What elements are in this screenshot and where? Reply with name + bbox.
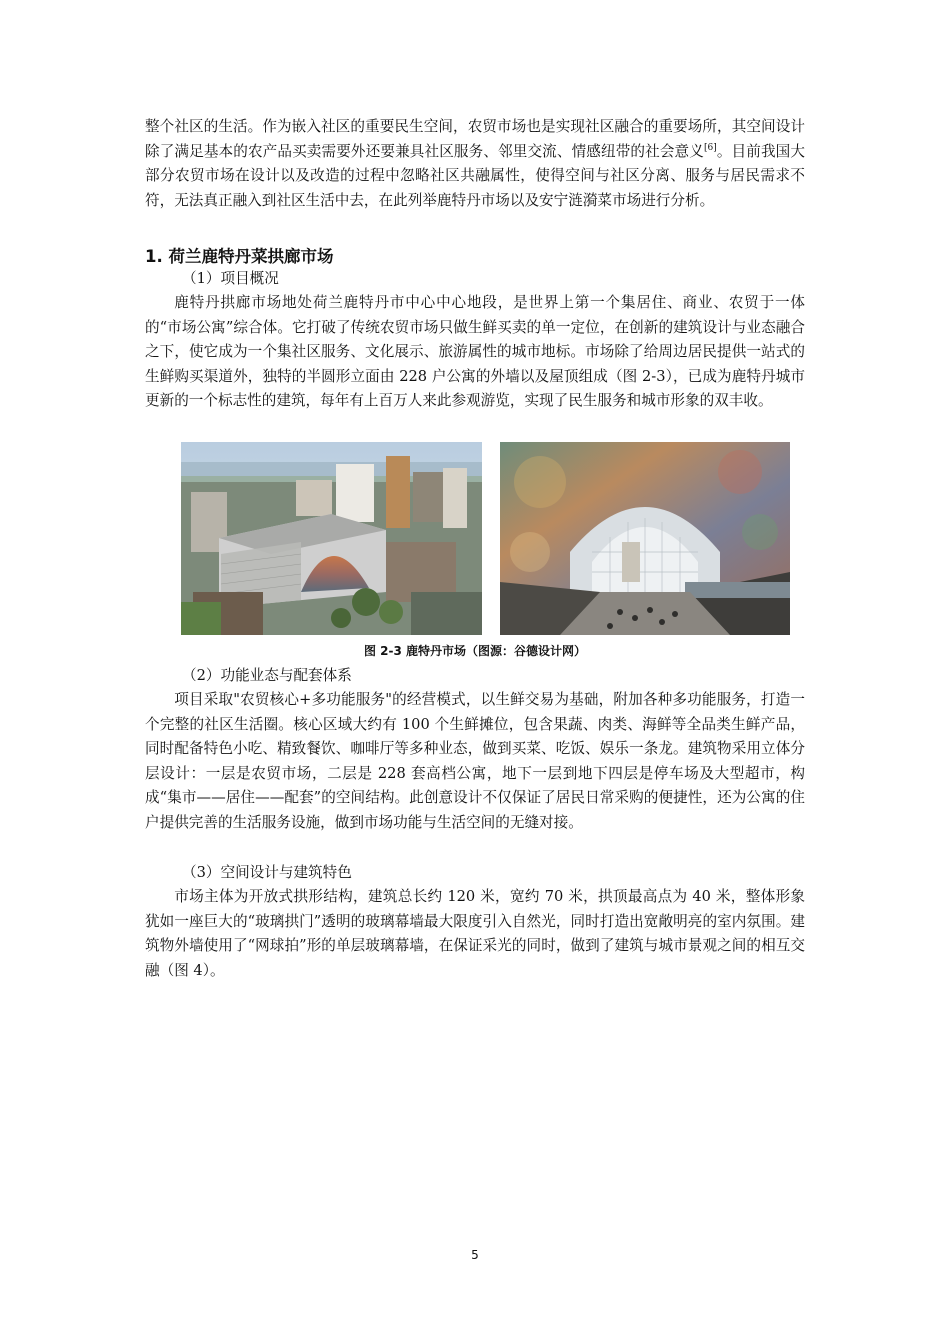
interior-photo-illustration — [500, 442, 790, 635]
overview-paragraph: 鹿特丹拱廊市场地处荷兰鹿特丹市中心中心地段，是世界上第一个集居住、商业、农贸于一体的“市场公寓”综合体。它打破了传统农贸市场只做生鲜买卖的单一定位，在创新的建筑设计与业态融合之下，使它成为一个集社区服务、文化展示、旅游属性的城市地标。市场除了给周边居民提供一站式的生鲜购买渠道外，独特的半圆形立面由 228 户公寓的外墙以及屋顶组成（图 2-3），已成为鹿特丹城市更新的一个标志性的建筑，每年有上百万人来此参观游览，实现了民生服务和城市形象的双丰收。 — [145, 294, 805, 410]
design-paragraph: 市场主体为开放式拱形结构，建筑总长约 120 米，宽约 70 米，拱顶最高点为 40 米，整体形象犹如一座巨大的“玻璃拱门”透明的玻璃幕墙最大限度引入自然光，同时打造出宽敞明亮的室内氛围。建筑物外墙使用了“网球拍”形的单层玻璃幕墙，在保证采光的同时，做到了建筑与城市景观之间的相互交融（图 4）。 — [145, 888, 805, 979]
figure-aerial-photo — [181, 442, 482, 635]
functions-paragraph: 项目采取"农贸核心+多功能服务"的经营模式，以生鲜交易为基础，附加各种多功能服务，打造一个完整的社区生活圈。核心区域大约有 100 个生鲜摊位，包含果蔬、肉类、海鲜等全品类生鲜产品，同时配备特色小吃、精致餐饮、咖啡厅等多种业态，做到买菜、吃饭、娱乐一条龙。建筑物采用立体分层设计：一层是农贸市场，二层是 228 套高档公寓，地下一层到地下四层是停车场及大型超市，构成“集市——居住——配套”的空间结构。此创意设计不仅保证了居民日常采购的便捷性，还为公寓的住户提供完善的生活服务设施，做到市场功能与生活空间的无缝对接。 — [145, 691, 805, 831]
citation-ref[interactable]: [6] — [703, 142, 717, 153]
intro-text-part1: 整个社区的生活。作为嵌入社区的重要民生空间，农贸市场也是实现社区融合的重要场所，其空间设计除了满足基本的农产品买卖需要外还要兼具社区服务、邻里交流、情感纽带的社会意义 — [145, 118, 805, 160]
figure-caption: 图 2-3 鹿特丹市场（图源：谷德设计网） — [363, 644, 587, 658]
intro-paragraph — [145, 115, 805, 213]
figure-interior-photo — [500, 442, 790, 635]
aerial-photo-illustration — [181, 442, 482, 635]
intro-text-part2: 。目前我国大部分农贸市场在设计以及改造的过程中忽略社区共融属性，使得空间与社区分离、服务与居民需求不符，无法真正融入到社区生活中去，在此列举鹿特丹市场以及安宁涟漪菜市场进行分析。 — [145, 142, 805, 209]
subsection-title-functions: （2）功能业态与配套体系 — [182, 667, 352, 684]
section-heading: 1. 荷兰鹿特丹菜拱廊市场 — [145, 247, 334, 266]
page-number: 5 — [471, 1248, 479, 1262]
subsection-title-design: （3）空间设计与建筑特色 — [182, 864, 352, 881]
subsection-title-overview: （1）项目概况 — [182, 270, 279, 287]
